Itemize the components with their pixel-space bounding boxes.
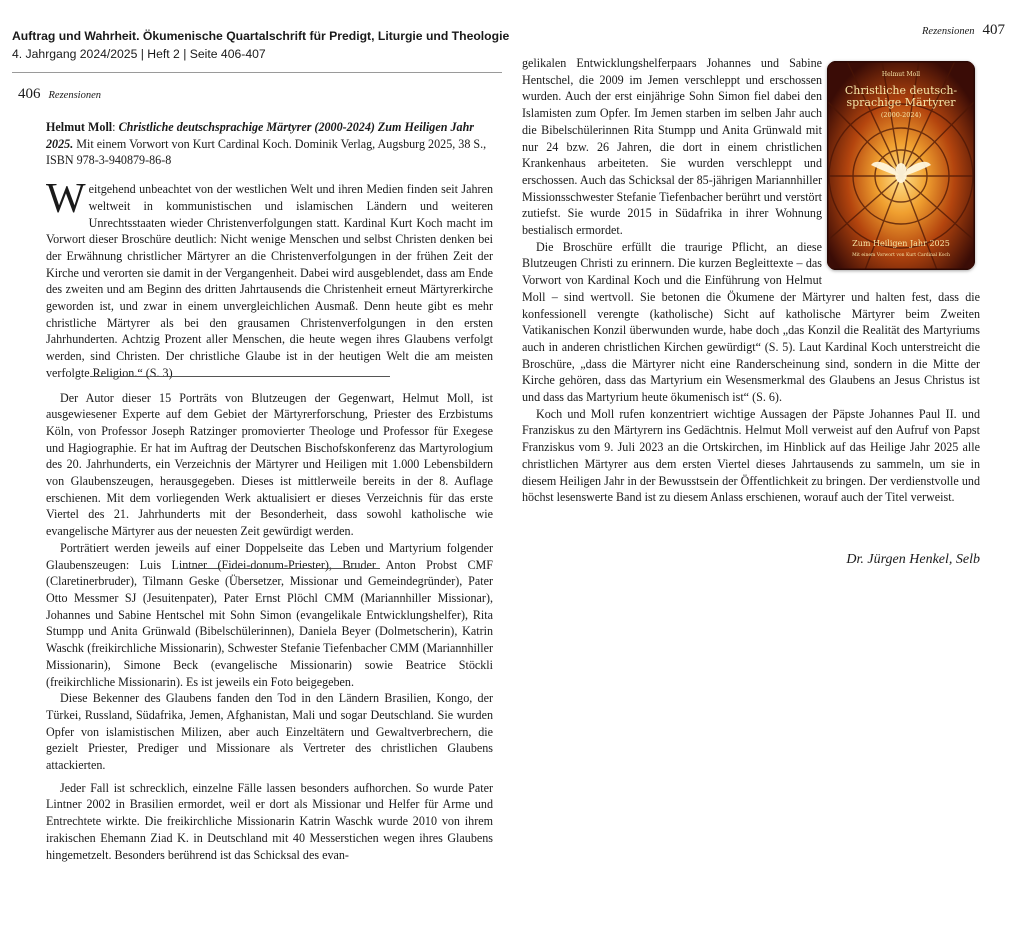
journal-issue-info: 4. Jahrgang 2024/2025 | Heft 2 | Seite 406-407: [12, 47, 266, 61]
review-paragraph-6: gelikalen Entwicklungshelferpaars Johannes und Sabine Hentschel, die 2009 im Jemen verschleppt und erschossen wurden. Auch der erst einjährige Sohn Simon fiel dabei den Islamisten zum Opfer. Im Jemen starben im selben Jahr auch die Bibelschülerinnen Rita Stumpp und Anita Grünwald mit nur 24 bzw. 26 Jahren, die dort in einem christlichen Krankenhaus arbeiteten. Sie wurden verschleppt und erschossen. Auch das Schicksal der 85-jährigen Mariannhiller Missionsschwester Stefanie Tiefenbacher berührt und verstört zutiefst. Sie wurde 2015 in Südafrika in ihrer Wohnung bestialisch ermordet.: [522, 56, 822, 238]
journal-title: Auftrag und Wahrheit. Ökumenische Quartalschrift für Predigt, Liturgie und Theologie: [12, 29, 510, 43]
right-page-number: 407: [982, 22, 1005, 38]
reviewer-signature: Dr. Jürgen Henkel, Selb: [846, 552, 980, 567]
bibliographic-entry: [46, 119, 493, 169]
cover-title-line-1: Christliche deutsch-: [844, 84, 958, 97]
header-divider: [12, 72, 502, 73]
book-cover-image: [827, 61, 975, 270]
review-paragraph-2: Der Autor dieser 15 Porträts von Blutzeugen der Gegenwart, Helmut Moll, ist ausgewiesener Experte auf dem Gebiet der Märtyrerforschung, Priester des Erzbistums Köln, von Professor Joseph Ratzinger promovierter Theologe und Professor für Exegese und Hagiographie. Er hat im Auftrag der Deutschen Bischofskonferenz das Martyrologium des 20. Jahrhunderts, ein Verzeichnis der Märtyrer und Heiligen mit 1.000 Lebensbildern von Glaubenszeugen, herausgegeben. Dieses ist mittlerweile bereits in der 8. Auflage erschienen. Mit dem vorliegenden Werk aktualisiert er dieses Verzeichnis für das erste Viertel des 21. Jahrhunderts mit der Besonderheit, dass sowohl katholische wie evangelische Märtyrer aus der neuesten Zeit gewürdigt werden.: [46, 390, 493, 539]
review-paragraph-4: Diese Bekenner des Glaubens fanden den Tod in den Ländern Brasilien, Kongo, der Türkei, Russland, Südafrika, Jemen, Afghanistan, Mali und sogar Deutschland. Sie wurden Opfer von islamistischen Milizen, aber auch Einzeltätern und Gewaltverbrechern, die gezielt Priester, Prediger und Missionare als Vertreter des christlichen Glaubens attackierten.: [46, 691, 493, 773]
review-paragraph-3: Porträtiert werden jeweils auf einer Doppelseite das Leben und Martyrium folgender Glaubenszeugen: Luis Lintner (Fidei-donum-Priester), Bruder Anton Probst CMF (Claretinerbruder), Tilmann Geske (Übersetzer, Missionar und Gemeindegründer), Pater Otto Messmer SJ (Jesuitenpater), Pater Ernst Plöchl CMM (Mariannhiller Missionar), Johannes und Sabine Hentschel mit Sohn Simon (evangelikale Entwicklungshelfer), Rita Stumpp und Anita Grünwald (Bibelschülerinnen), Daniela Beyer (Dolmetscherin), Katrin Waschk (freikirchliche Missionarin), Schwester Stefanie Tiefenbacher CMM (Mariannhiller Missionarin), Simone Beck (evangelische Missionarin) sowie Beatrice Stöckli (freikirchliche Missionarin). Es ist jeweils ein Foto beigegeben.: [46, 540, 493, 689]
review-paragraph-1: [46, 176, 493, 381]
underline-mark-1: [90, 376, 390, 377]
right-running-head: Rezensionen: [922, 26, 975, 37]
cover-years: (2000-2024): [880, 111, 922, 119]
review-paragraph-8: Koch und Moll rufen konzentriert wichtige Aussagen der Päpste Johannes Paul II. und Franziskus zu den Märtyrern ins Gedächtnis. Helmut Moll verweist auf den Aufruf von Papst Franziskus vom 9. Juli 2023 an die Ortskirchen, im Hinblick auf das Heilige Jahr 2025 alle christlichen Märtyrer aus dem ersten Viertel dieses Jahrtausends zu sammeln, um sie in diesem Heiligen Jahr in der Bewusstsein der Öffentlichkeit zu bringen. Der verdienstvolle und höchst lesenswerte Band ist zu diesem Anlass erschienen, worauf auch der Titel verweist.: [522, 406, 980, 505]
review-paragraph-7: Die Broschüre erfüllt die traurige Pflicht, an diese Blutzeugen Christi zu erinnern. Die kurzen Begleittexte – das Vorwort von Kardinal Koch und die Einführung von Helmut Moll – sind wertvoll. Sie betonen die Ökumene der Märtyrer und halten fest, dass die konfessionell verengte (katholische) Sicht auf katholische Märtyrer beim Zweiten Vatikanischen Konzil überwunden wurde, habe doch „das Konzil die Realität des Martyriums auch in anderen christlichen Kirchen gewürdigt“ (S. 5). Laut Kardinal Koch unterstreicht die Broschüre, „dass die Märtyrer nicht eine Randerscheinung sind, sondern in die Mitte der Kirche gehören, dass das Martyrium ein Wesensmerkmal des Glaubens an Jesus Christus ist und dass das Martyrium heute ökumenisch ist“ (S. 6).: [522, 239, 980, 405]
cover-author: Helmut Moll: [881, 71, 921, 78]
book-title: Christliche deutschsprachige Märtyrer (2000-2024) Zum Heiligen Jahr 2025.: [46, 120, 474, 151]
drop-cap: W: [46, 176, 86, 223]
left-running-head: Rezensionen: [48, 90, 101, 101]
left-page-number: 406: [18, 86, 41, 102]
left-page-header: [18, 85, 101, 103]
author-separator: :: [112, 120, 119, 134]
cover-title-line-2: sprachige Märtyrer: [846, 96, 956, 109]
publication-details: Mit einem Vorwort von Kurt Cardinal Koch. Dominik Verlag, Augsburg 2025, 38 S., ISBN 978-3-940879-86-8: [46, 136, 487, 168]
left-text-column: [46, 119, 493, 863]
right-page-header: [922, 21, 1005, 39]
book-author: Helmut Moll: [46, 120, 113, 134]
cover-subtitle: Zum Heiligen Jahr 2025: [852, 239, 950, 248]
underline-mark-2: [180, 568, 380, 569]
cover-foreword: Mit einem Vorwort von Kurt Cardinal Koch: [852, 253, 950, 258]
review-paragraph-1-text: eitgehend unbeachtet von der westlichen Welt und ihren Medien finden seit Jahren weltweit in kommunistischen und islamischen Ländern und weiteren Unrechtsstaaten wieder Christenverfolgungen statt. Kardinal Kurt Koch macht im Vorwort dieser Broschüre deutlich: Nicht wenige Menschen und selbst Christen denken bei der Erwähnung christlicher Märtyrer an die Christenverfolgungen in der frühen Zeit der Kirche und verorten sie damit in der Vergangenheit. Dabei wird ausgeblendet, dass am Ende des zweiten und am Beginn des dritten Jahrtausends die Christenheit erneut Märtyrerkirche geworden ist, und zwar in einem unvergleichlichen Ausmaß. Denn heute gibt es mehr christliche Märtyrer als bei den grausamen Christenverfolgungen in den ersten Jahrhunderten. Achtzig Prozent aller Menschen, die heute wegen ihres Glaubens verfolgt werden, sind Christen. Der christliche Glaube ist in der heutigen Welt die am meisten verfolgte Religion.“ (S. 3): [46, 182, 493, 380]
review-paragraph-5: Jeder Fall ist schrecklich, einzelne Fälle lassen besonders aufhorchen. So wurde Pater Lintner 2002 in Brasilien ermordet, weil er dort als Missionar und Helfer für Arme und Entrechtete wirkte. Die freikirchliche Missionarin Katrin Waschk wurde 2010 von ihrem irakischen Ehemann Ziad K. in Deutschland mit 40 Messerstichen wegen ihres Glaubens hingemetzelt. Besonders berührend ist das Schicksal des evan-: [46, 780, 493, 862]
